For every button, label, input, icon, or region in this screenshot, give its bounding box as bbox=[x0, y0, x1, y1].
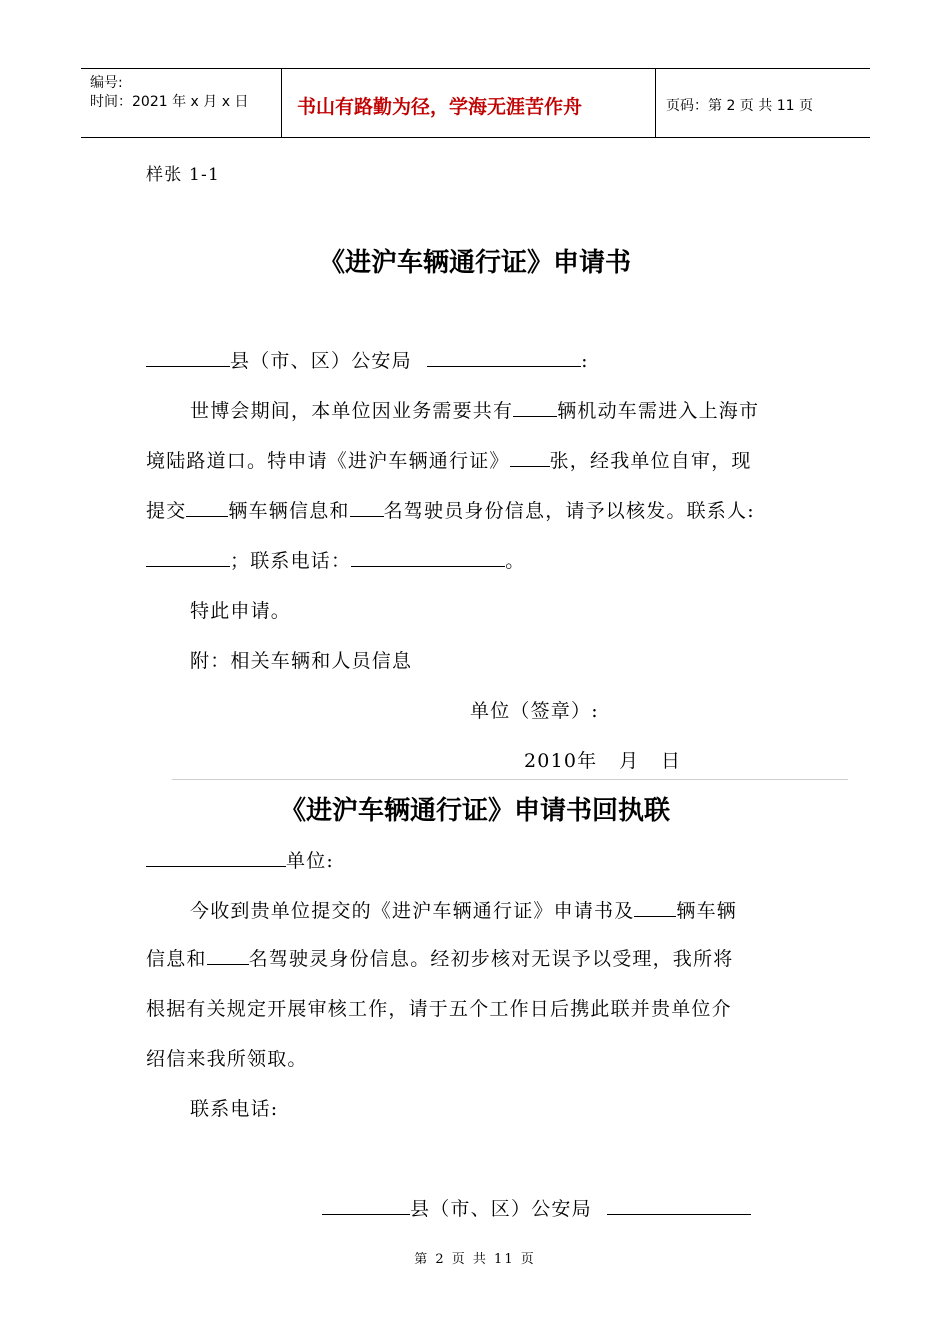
addressee-colon: : bbox=[581, 350, 589, 372]
receipt-title: 《进沪车辆通行证》申请书回执联 bbox=[279, 796, 670, 826]
text: 单位: bbox=[286, 850, 335, 872]
blank-receipt-office[interactable] bbox=[607, 1200, 751, 1215]
text: 境陆路道口。特申请《进沪车辆通行证》 bbox=[146, 450, 510, 472]
header-motto: 书山有路勤为径，学海无涯苦作舟 bbox=[297, 96, 583, 118]
separator-rule bbox=[172, 779, 848, 780]
text: 。 bbox=[505, 550, 526, 572]
text: 今收到贵单位提交的《进沪车辆通行证》申请书及 bbox=[190, 900, 635, 922]
application-closing: 特此申请。 bbox=[190, 600, 292, 622]
application-date: 2010年 月 日 bbox=[524, 750, 682, 772]
text: 辆车辆 bbox=[676, 900, 738, 922]
application-line-3 bbox=[146, 496, 755, 523]
blank-vehicle-count[interactable] bbox=[513, 402, 557, 417]
application-title: 《进沪车辆通行证》申请书 bbox=[318, 248, 631, 278]
blank-vehicle-info-count[interactable] bbox=[186, 502, 228, 517]
text: 世博会期间，本单位因业务需要共有 bbox=[190, 400, 514, 422]
blank-receipt-county[interactable] bbox=[322, 1200, 410, 1215]
application-signature: 单位（签章）: bbox=[470, 700, 599, 722]
receipt-line-2 bbox=[146, 944, 733, 971]
application-line-2 bbox=[146, 446, 752, 473]
text: 提交 bbox=[146, 500, 187, 522]
blank-receipt-vehicle-count[interactable] bbox=[634, 902, 676, 917]
text: ；联系电话： bbox=[230, 550, 352, 572]
sample-label: 样张 1-1 bbox=[146, 165, 220, 185]
receipt-bureau-line bbox=[322, 1194, 751, 1221]
text: 名驾驶灵身份信息。经初步核对无误予以受理，我所将 bbox=[248, 948, 734, 970]
text: 辆车辆信息和 bbox=[228, 500, 350, 522]
text: 名驾驶员身份信息，请予以核发。联系人: bbox=[383, 500, 755, 522]
receipt-line-1 bbox=[190, 896, 737, 923]
blank-contact-person[interactable] bbox=[146, 552, 230, 567]
application-line-1 bbox=[190, 396, 759, 423]
receipt-phone-label: 联系电话: bbox=[190, 1098, 279, 1120]
text: 辆机动车需进入上海市 bbox=[557, 400, 760, 422]
blank-office[interactable] bbox=[427, 352, 581, 367]
blank-receipt-driver-count[interactable] bbox=[207, 950, 249, 965]
application-line-4 bbox=[146, 546, 525, 573]
blank-contact-phone[interactable] bbox=[351, 552, 505, 567]
receipt-line-3: 根据有关规定开展审核工作，请于五个工作日后携此联并贵单位介 bbox=[146, 998, 732, 1020]
header-divider bbox=[281, 69, 282, 137]
doc-time-label: 时间：2021 年 x 月 x 日 bbox=[90, 94, 249, 110]
receipt-unit-line bbox=[146, 846, 334, 873]
text: 信息和 bbox=[146, 948, 207, 970]
page-info: 页码：第 2 页 共 11 页 bbox=[666, 98, 813, 114]
receipt-line-4: 绍信来我所领取。 bbox=[146, 1048, 308, 1070]
application-attachment: 附：相关车辆和人员信息 bbox=[190, 650, 413, 672]
addressee-line bbox=[146, 346, 589, 373]
header-divider bbox=[655, 69, 656, 137]
blank-receipt-unit[interactable] bbox=[146, 852, 286, 867]
text: 张，经我单位自审，现 bbox=[549, 450, 752, 472]
doc-number-label: 编号: bbox=[90, 75, 123, 91]
addressee-bureau: 县（市、区）公安局 bbox=[230, 350, 412, 372]
text: 县（市、区）公安局 bbox=[410, 1198, 592, 1220]
blank-driver-count[interactable] bbox=[350, 502, 384, 517]
blank-permit-count[interactable] bbox=[510, 452, 550, 467]
blank-county[interactable] bbox=[146, 352, 230, 367]
page-footer: 第 2 页 共 11 页 bbox=[414, 1252, 536, 1267]
